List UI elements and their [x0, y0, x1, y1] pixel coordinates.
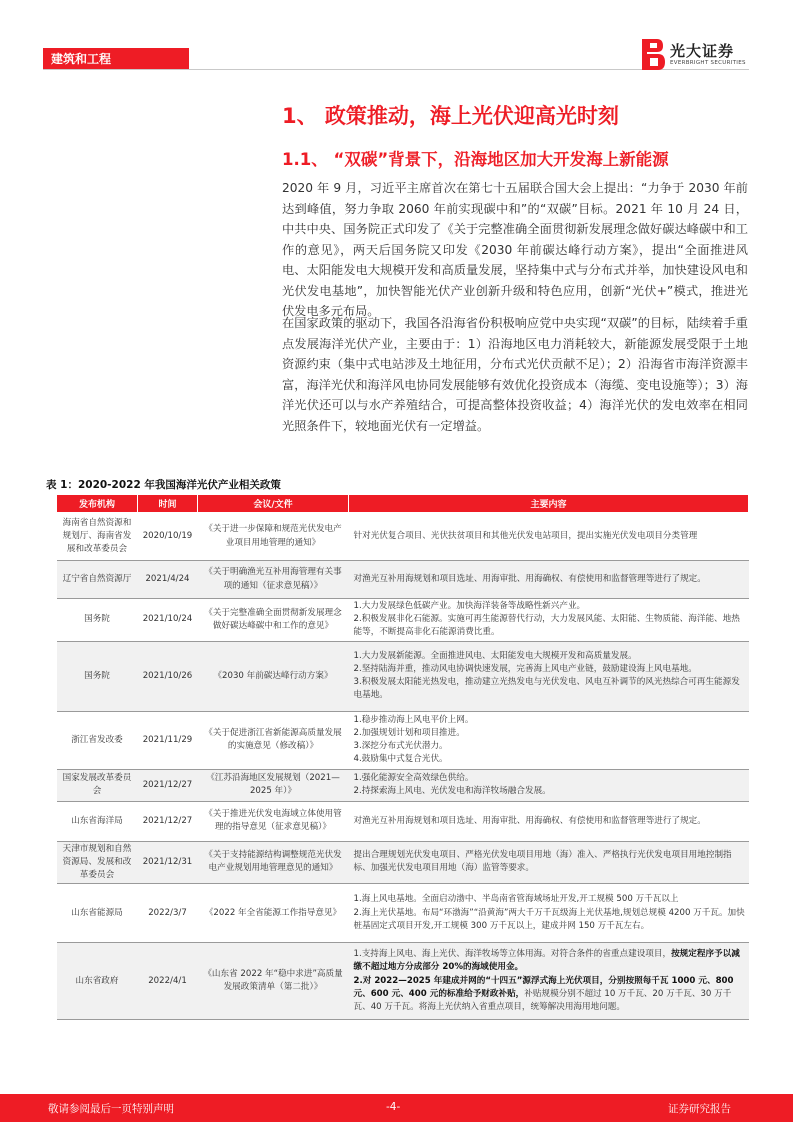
content-line: 2.积极发展非化石能源。实施可再生能源替代行动，大力发展风能、太阳能、生物质能、海洋能、地热能等，不断提高非化石能源消费比重。: [353, 614, 740, 638]
table-row: [57, 513, 749, 561]
everbright-logo-icon: [640, 38, 666, 71]
page-footer: [0, 1094, 793, 1122]
table-title: 表 1：2020-2022 年我国海洋光伏产业相关政策: [46, 479, 281, 491]
content-line: 1.稳步推动海上风电平价上网。: [353, 714, 474, 725]
cell-document: 《关于完整准确全面贯彻新发展理念做好碳达峰碳中和工作的意见》: [198, 599, 349, 642]
content-text-bold: 按规定程序予以减缴不超过地方分成部分 20%的海域使用金。: [353, 949, 740, 973]
content-line: 对渔光互补用海规划和项目选址、用海审批、用海确权、有偿使用和监督管理等进行了规定。: [353, 815, 706, 826]
content-line: 3.深挖分布式光伏潜力。: [353, 741, 448, 752]
content-line: 1.大力发展新能源。全面推进风电、太阳能发电大规模开发和高质量发展。: [353, 650, 637, 661]
cell-org: 天津市规划和自然资源局、发展和改革委员会: [57, 841, 138, 884]
cell-date: 2021/4/24: [138, 561, 198, 599]
disclaimer-note: 敬请参阅最后一页特别声明: [48, 1103, 174, 1115]
cell-content: [349, 711, 749, 769]
cell-org: 浙江省发改委: [57, 711, 138, 769]
subsection-heading: 1.1、 “双碳”背景下，沿海地区加大开发海上新能源: [282, 150, 669, 169]
content-line: 2.坚持陆海并重，推动风电协调快速发展，完善海上风电产业链，鼓励建设海上风电基地。: [353, 663, 697, 674]
column-header-content: 主要内容: [349, 495, 749, 513]
content-line: 2.加强规划计划和项目推进。: [353, 727, 465, 738]
cell-content: [349, 884, 749, 943]
cell-org: 国家发展改革委员会: [57, 769, 138, 801]
table-row: [57, 711, 749, 769]
policy-table: [56, 494, 748, 1020]
brand-logo: [640, 38, 750, 74]
cell-org: 国务院: [57, 641, 138, 711]
column-header-document: 会议/文件: [198, 495, 349, 513]
content-line: 提出合理规划光伏发电项目、严格光伏发电项目用地（海）准入、严格执行光伏发电项目用地控制指标、加强光伏发电项目用地（海）监管等要求。: [353, 850, 732, 874]
body-paragraph-2: 在国家政策的驱动下，我国各沿海省份积极响应党中央实现“双碳”的目标，陆续着手重点发展海洋光伏产业，主要由于：1）沿海地区电力消耗较大，新能源发展受限于土地资源约束（集中式电站涉及土地征用，分布式光伏贡献不足）；2）沿海省市海洋资源丰富，海洋光伏和海洋风电协同发展能够有效优化投资成本（海缆、变电设施等）；3）海洋光伏还可以与水产养殖结合，可提高整体投资收益；4）海洋光伏的发电效率在相同光照条件下，较地面光伏有一定增益。: [282, 316, 748, 433]
content-text: 补贴规模分别不超过 10 万千瓦、20 万千瓦、30 万千瓦、40 万千瓦。将海上光伏纳入省重点项目，统筹解决用海用地问题。: [353, 988, 732, 1013]
cell-document: 《江苏沿海地区发展规划（2021—2025 年）》: [198, 769, 349, 801]
section-heading: 1、 政策推动，海上光伏迎高光时刻: [282, 104, 619, 128]
content-line: 针对光伏复合项目、光伏扶贫项目和其他光伏发电站项目，提出实施光伏发电项目分类管理: [353, 530, 698, 541]
cell-org: 国务院: [57, 599, 138, 642]
report-type: 证券研究报告: [668, 1103, 731, 1115]
cell-org: 山东省能源局: [57, 884, 138, 943]
page-number: -4-: [386, 1101, 401, 1113]
content-line: 2.持探索海上风电、光伏发电和海洋牧场融合发展。: [353, 786, 551, 797]
content-line: 1.强化能源安全高效绿色供给。: [353, 772, 474, 783]
column-header-date: 时间: [138, 495, 198, 513]
table-row: [57, 884, 749, 943]
content-line: 2.海上光伏基地。布局“环渤海”“沿黄海”两大千万千瓦级海上光伏基地,规划总规模 4200 万千瓦。加快桩基固定式项目开发,开工规模 300 万千瓦以上，建成并网 150 万千瓦左右。: [353, 907, 745, 931]
content-line: 3.积极发展太阳能光热发电，推动建立光热发电与光伏发电、风电互补调节的风光热综合可再生能源发电基地。: [353, 677, 740, 701]
cell-content: [349, 943, 749, 1020]
cell-content: [349, 561, 749, 599]
cell-org: 山东省海洋局: [57, 801, 138, 841]
cell-date: 2020/10/19: [138, 513, 198, 561]
table-header-row: [57, 495, 749, 513]
cell-content: [349, 841, 749, 884]
table-row: [57, 769, 749, 801]
cell-org: 辽宁省自然资源厅: [57, 561, 138, 599]
cell-org: 海南省自然资源和规划厅、海南省发展和改革委员会: [57, 513, 138, 561]
cell-date: 2021/12/27: [138, 769, 198, 801]
cell-document: 《2022 年全省能源工作指导意见》: [198, 884, 349, 943]
table-row: [57, 943, 749, 1020]
cell-date: 2022/3/7: [138, 884, 198, 943]
logo-english-name: EVERBRIGHT SECURITIES: [670, 60, 746, 66]
content-text-bold: 2.对 2022—2025 年建成并网的“十四五”源浮式海上光伏项目，分别按照每千瓦 1000 元、800 元、600 元、400 元的标准给予财政补贴，: [353, 975, 734, 999]
body-paragraph-1: 2020 年 9 月，习近平主席首次在第七十五届联合国大会上提出：“力争于 2030 年前达到峰值，努力争取 2060 年前实现碳中和”的“双碳”目标。2021 年 10 月 24 日，中共中央、国务院正式印发了《关于完整准确全面贯彻新发展理念做好碳达峰碳中和工作的意见》，两天后国务院又印发《2030 年前碳达峰行动方案》，提出“全面推进风电、太阳能发电大规模开发和高质量发展，坚持集中式与分布式并举，加快建设风电和光伏发电基地”，加快智能光伏产业创新升级和特色应用，创新“光伏+”模式，推进光伏发电多元布局。: [282, 181, 748, 318]
cell-document: 《2030 年前碳达峰行动方案》: [198, 641, 349, 711]
content-line: 1.大力发展绿色低碳产业。加快海洋装备等战略性新兴产业。: [353, 601, 586, 611]
cell-date: 2021/10/24: [138, 599, 198, 642]
cell-content: [349, 599, 749, 642]
cell-content: [349, 801, 749, 841]
cell-content: [349, 769, 749, 801]
table-row: [57, 841, 749, 884]
cell-document: 《关于支持能源结构调整规范光伏发电产业规划用地管理意见的通知》: [198, 841, 349, 884]
cell-date: 2021/12/27: [138, 801, 198, 841]
cell-content: [349, 641, 749, 711]
cell-date: 2021/12/31: [138, 841, 198, 884]
cell-content: [349, 513, 749, 561]
cell-date: 2021/11/29: [138, 711, 198, 769]
cell-document: 《关于促进浙江省新能源高质量发展的实施意见（修改稿）》: [198, 711, 349, 769]
cell-document: 《关于推进光伏发电海域立体使用管理的指导意见（征求意见稿）》: [198, 801, 349, 841]
cell-document: 《关于进一步保障和规范光伏发电产业项目用地管理的通知》: [198, 513, 349, 561]
logo-chinese-name: 光大证券: [670, 42, 735, 60]
content-text: 1.支持海上风电、海上光伏、海洋牧场等立体用海。对符合条件的省重点建设项目，: [353, 949, 672, 960]
table-row: [57, 561, 749, 599]
content-line: 4.鼓励集中式复合光伏。: [353, 754, 448, 765]
table-row: [57, 599, 749, 642]
cell-document: 《关于明确渔光互补用海管理有关事项的通知（征求意见稿）》: [198, 561, 349, 599]
cell-date: 2021/10/26: [138, 641, 198, 711]
content-line: 对渔光互补用海规划和项目选址、用海审批、用海确权、有偿使用和监督管理等进行了规定。: [353, 573, 706, 584]
table-row: [57, 801, 749, 841]
table-row: [57, 641, 749, 711]
cell-document: 《山东省 2022 年“稳中求进”高质量发展政策清单（第二批）》: [198, 943, 349, 1020]
column-header-org: 发布机构: [57, 495, 138, 513]
cell-date: 2022/4/1: [138, 943, 198, 1020]
content-line: 1.海上风电基地。全面启动渤中、半岛南省管海域场址开发,开工规模 500 万千瓦以上: [353, 894, 679, 905]
section-tag: [43, 48, 189, 70]
cell-org: 山东省政府: [57, 943, 138, 1020]
section-tag-label: 建筑和工程: [51, 52, 112, 66]
